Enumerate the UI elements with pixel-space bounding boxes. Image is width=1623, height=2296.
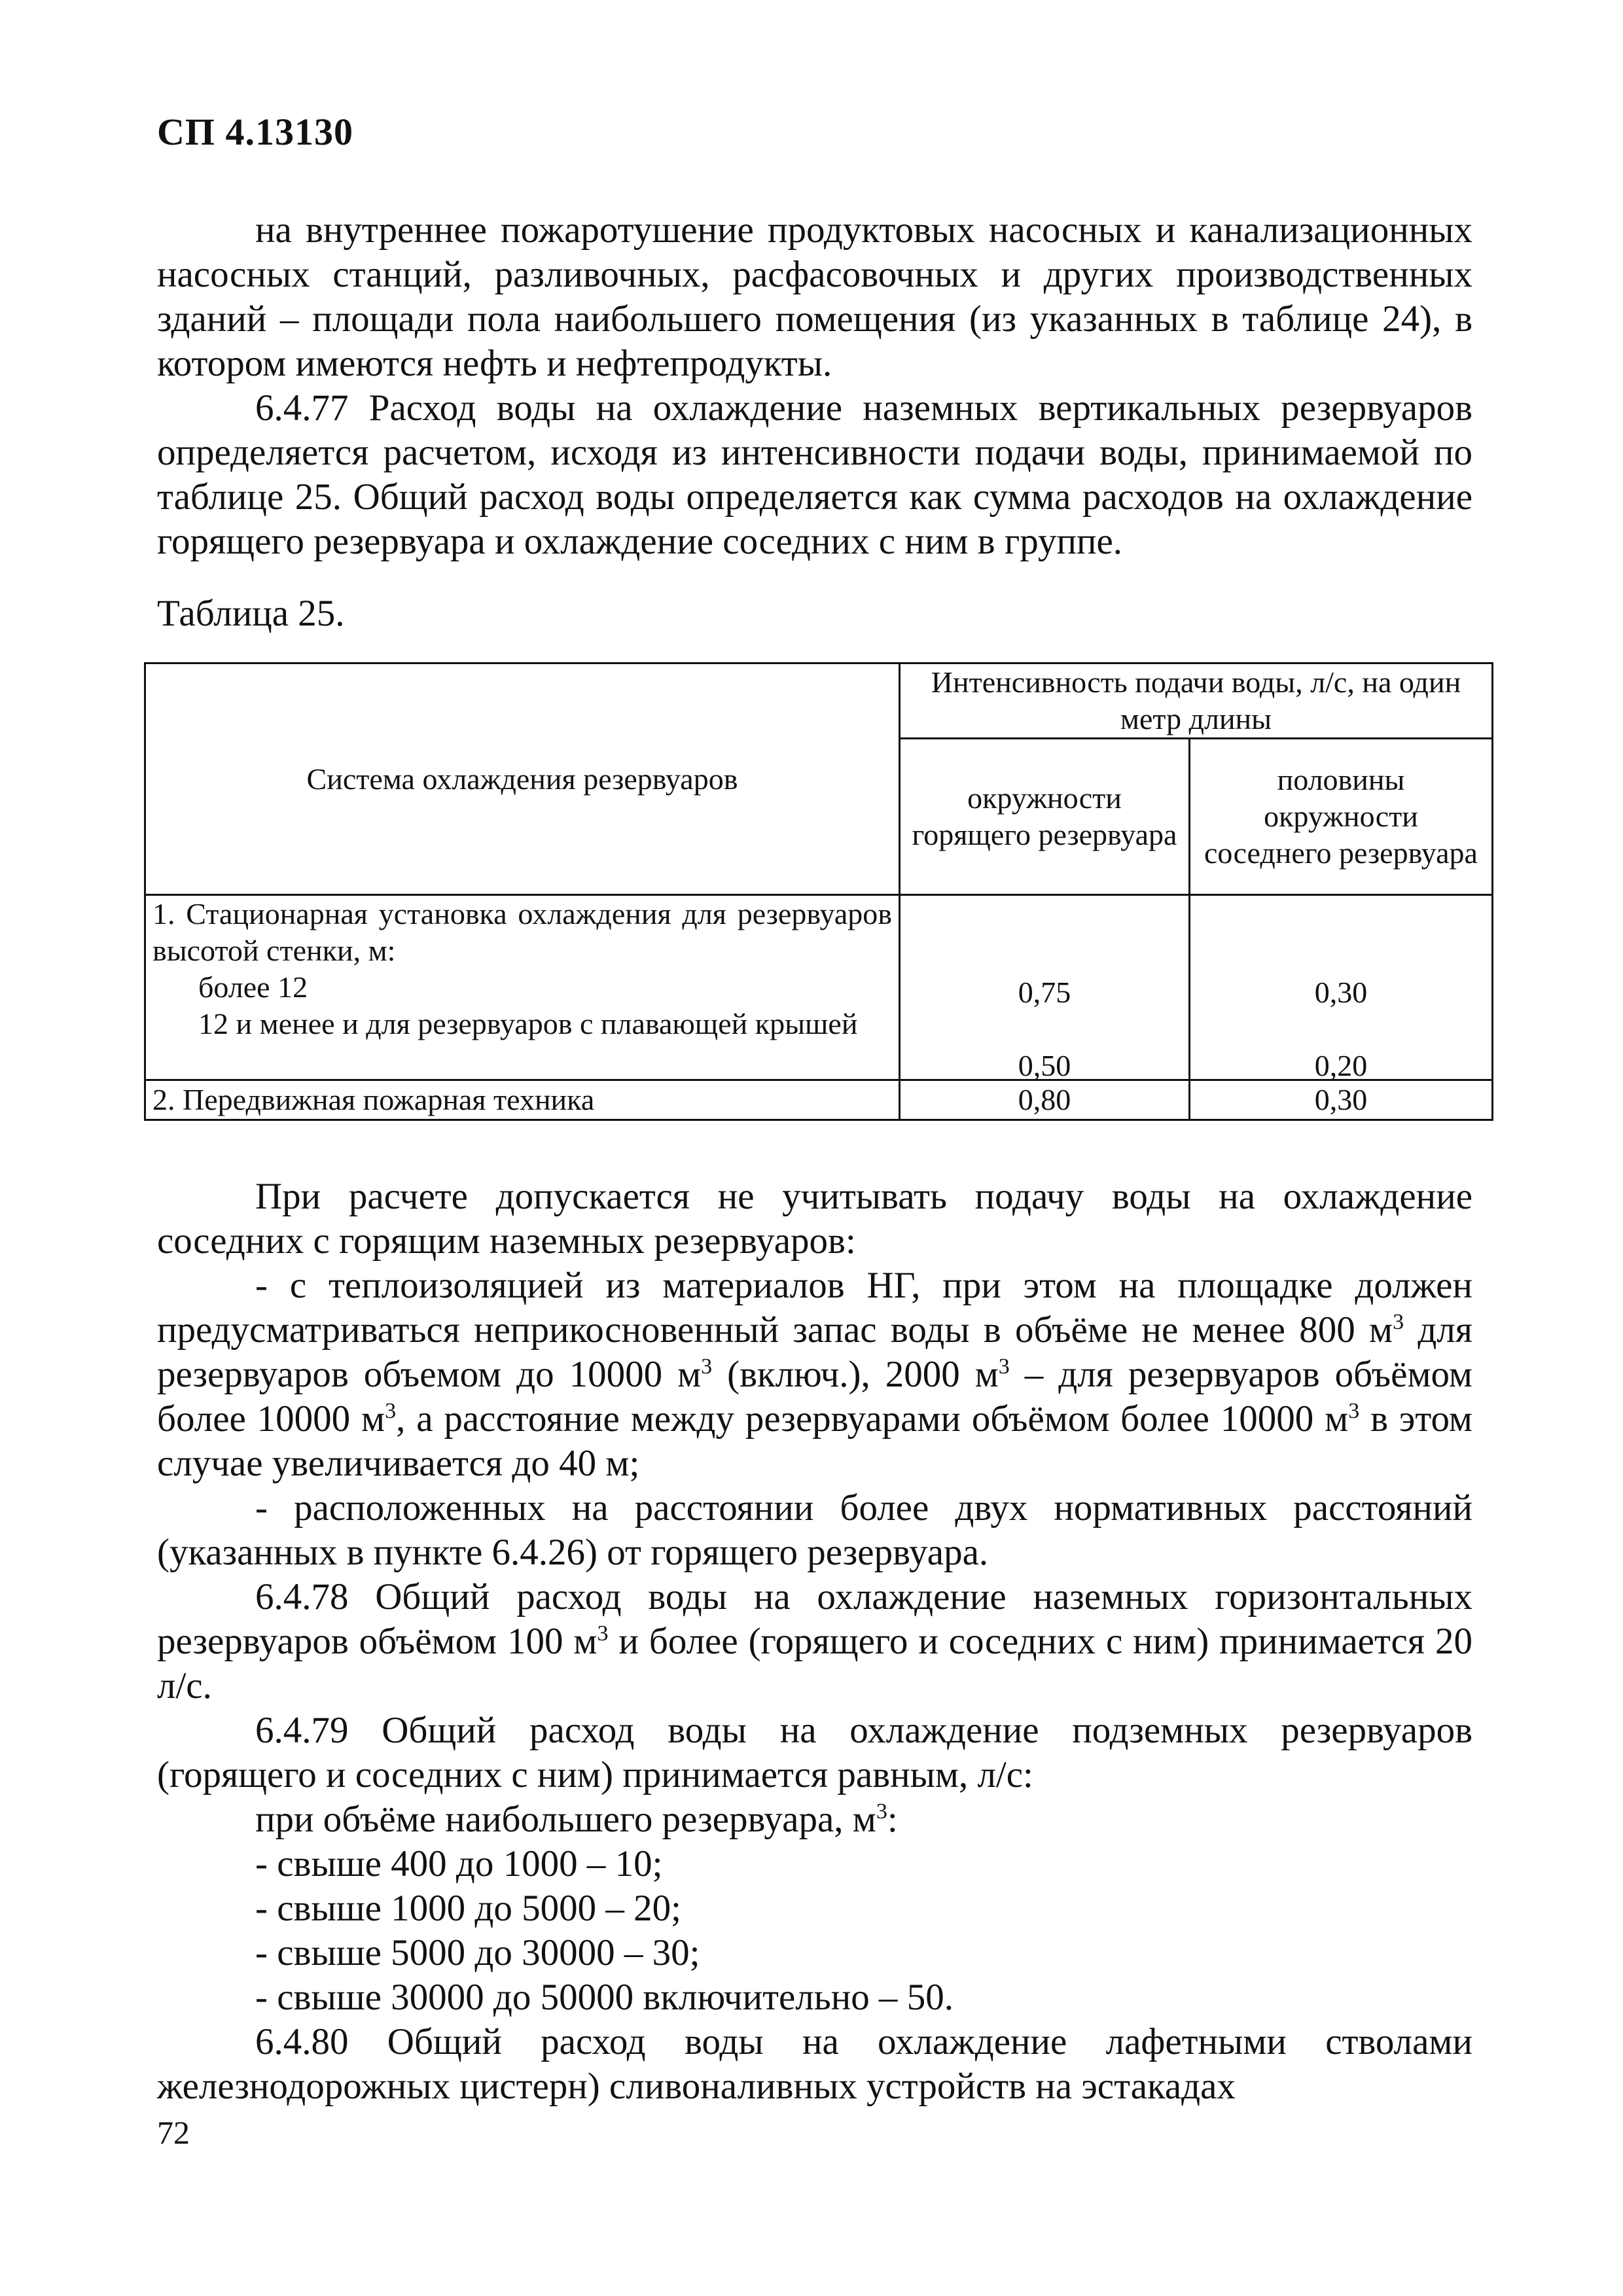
bullet-1-text-d: – для резервуаров объёмом более 10000 м [157,1354,1473,1439]
document-code-header: СП 4.13130 [157,111,353,153]
paragraph-6-4-78 [157,1575,1472,1708]
value-adjacent-12-or-less: 0,20 [1314,1049,1368,1082]
bullet-distance: - расположенных на расстоянии более двух нормативных расстояний (указанных в пункте 6.4.26) от горящего резервуара. [157,1487,1472,1573]
superscript-3: 3 [876,1799,887,1824]
paragraph-internal-firefighting: на внутреннее пожаротушение продуктовых насосных и канализационных насосных станций, разливочных, расфасовочных и других производственных зданий – площади пола наибольшего помещения (из указанных в таблице 24), в котором имеются нефть и нефтепродукты. [157,209,1472,384]
table-row [145,895,1493,1080]
volume-label: при объёме наибольшего резервуара, м [255,1799,876,1840]
superscript-3: 3 [597,1621,609,1646]
value-burning-12-or-less: 0,50 [1018,1049,1071,1082]
paragraph-calculation-note: При расчете допускается не учитывать подачу воды на охлаждение соседних с горящим наземных резервуаров: [157,1176,1472,1262]
paragraph-6-4-78-text-b: и более (горящего и соседних с ним) принимается 20 л/с. [157,1621,1472,1706]
row-stationary-installation [145,895,900,1080]
bullet-1-text-c: (включ.), 2000 м [712,1354,999,1395]
superscript-3: 3 [385,1399,397,1423]
header-water-intensity: Интенсивность подачи воды, л/с, на один метр длины [900,663,1493,739]
row-height-over-12: более 12 [198,970,308,1004]
page-number: 72 [157,2114,190,2151]
superscript-3: 3 [701,1354,713,1379]
list-item: - свыше 30000 до 50000 включительно – 50. [255,1977,954,2018]
table-caption: Таблица 25. [157,593,345,634]
superscript-3: 3 [1393,1310,1404,1334]
paragraph-6-4-77: 6.4.77 Расход воды на охлаждение наземных вертикальных резервуаров определяется расчетом, исходя из интенсивности подачи воды, принимаемой по таблице 25. Общий расход воды определяется как сумма расходов на охлаждение горящего резервуара и охлаждение соседних с ним в группе. [157,387,1472,562]
text-after-table [157,1174,1472,2109]
cell-adjacent-values [1190,895,1493,1080]
bullet-thermal-insulation [157,1263,1472,1486]
header-cooling-system: Система охлаждения резервуаров [145,663,900,895]
paragraph-6-4-78-text-a: 6.4.78 Общий расход воды на охлаждение наземных горизонтальных резервуаров объёмом 100 м [157,1576,1472,1662]
list-item: - свыше 1000 до 5000 – 20; [255,1888,682,1929]
bullet-1-text-a: - с теплоизоляцией из материалов НГ, при этом на площадке должен предусматриваться неприкосновенный запас воды в объёме не менее 800 м [157,1265,1472,1351]
top-text-block [157,208,1472,636]
cell-burning-values [900,895,1190,1080]
paragraph-6-4-79: 6.4.79 Общий расход воды на охлаждение подземных резервуаров (горящего и соседних с ним) принимается равным, л/с: [157,1710,1472,1795]
value-mobile-adjacent: 0,30 [1190,1080,1493,1120]
paragraph-6-4-79-volume [157,1797,1472,1842]
table-row [145,1080,1493,1120]
paragraph-6-4-80: 6.4.80 Общий расход воды на охлаждение лафетными стволами железнодорожных цистерн) сливоналивных устройств на эстакадах [157,2021,1472,2107]
header-adjacent-tank: половины окружности соседнего резервуара [1190,739,1493,895]
list-item: - свыше 5000 до 30000 – 30; [255,1932,700,1973]
row-height-12-or-less: 12 и менее и для резервуаров с плавающей крышей [198,1007,858,1040]
value-burning-over-12: 0,75 [1018,976,1071,1009]
value-mobile-burning: 0,80 [900,1080,1190,1120]
superscript-3: 3 [1348,1399,1360,1423]
row-mobile-equipment: 2. Передвижная пожарная техника [145,1080,900,1120]
table-25 [144,662,1493,1121]
list-item: - свыше 400 до 1000 – 10; [255,1843,663,1884]
superscript-3: 3 [998,1354,1010,1379]
header-burning-tank: окружности горящего резервуара [900,739,1190,895]
row-stationary-title: 1. Стационарная установка охлаждения для резервуаров высотой стенки, м: [152,897,892,967]
bullet-1-text-b: для резервуаров объемом до 10000 м [157,1309,1472,1395]
value-adjacent-over-12: 0,30 [1314,976,1368,1009]
bullet-1-text-f: в этом случае увеличивается до 40 м; [157,1398,1472,1484]
volume-label-colon: : [887,1799,898,1840]
bullet-1-text-e: , а расстояние между резервуарами объёмом более 10000 м [396,1398,1349,1439]
